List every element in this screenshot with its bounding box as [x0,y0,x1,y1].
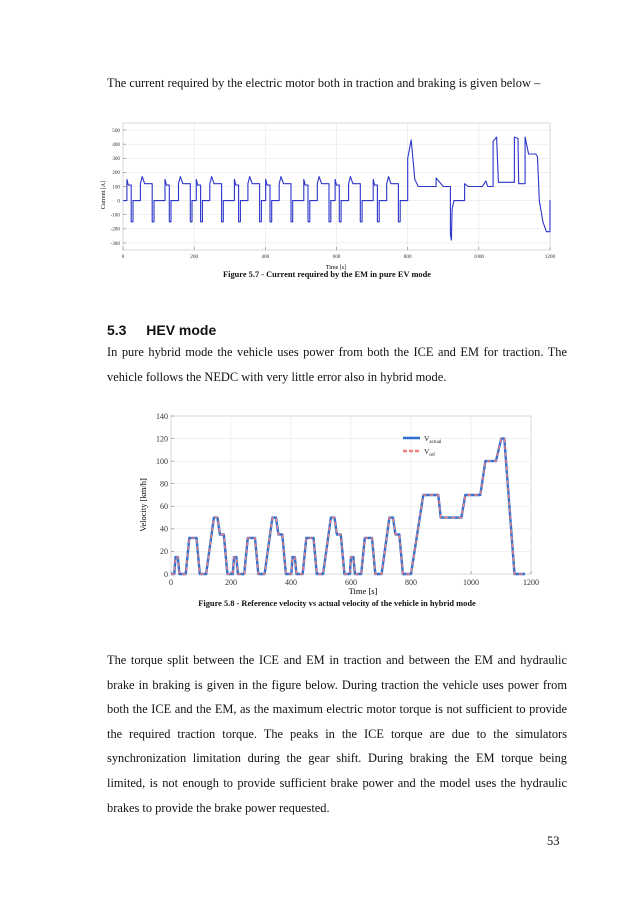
figure-5-8-velocity-chart [130,408,540,598]
x-tick-label: 200 [190,254,199,261]
page-number: 53 [547,834,560,848]
y-tick-label: -100 [110,212,120,219]
y-tick-label: 100 [156,456,168,466]
hev-mode-paragraph: In pure hybrid mode the vehicle uses power from both the ICE and EM for traction. The vehicle follows the NEDC with very little error also in hybrid mode. [107,345,567,384]
y-tick-label: -300 [110,240,120,247]
intro-paragraph: The current required by the electric motor both in traction and braking is given below – [107,76,541,90]
y-tick-label: 20 [160,547,168,557]
x-tick-label: 1000 [463,578,480,587]
legend-label-sub: actual [429,440,442,445]
legend-label-sub: ref [429,453,435,458]
y-tick-label: 60 [160,502,168,512]
figure-5-7-caption: Figure 5.7 - Current required by the EM in pure EV mode [223,270,431,279]
x-tick-label: 800 [403,254,412,261]
y-tick-label: 80 [160,479,168,489]
y-tick-label: 120 [156,434,168,444]
y-tick-label: 500 [112,127,120,134]
x-tick-label: 400 [285,578,298,587]
x-axis-label: Time [s] [348,586,378,596]
x-tick-label: 0 [121,254,125,261]
legend-label-main: V [424,434,430,443]
section-heading [107,322,216,338]
x-tick-label: 400 [261,254,270,261]
y-tick-label: 400 [112,141,120,148]
y-tick-label: 40 [160,524,168,534]
section-title: HEV mode [146,322,217,338]
section-number: 5.3 [107,322,127,338]
y-tick-label: 0 [117,198,120,205]
x-tick-label: 1200 [523,578,540,587]
x-tick-label: 600 [345,578,358,587]
x-tick-label: 600 [332,254,341,261]
y-tick-label: 0 [164,569,168,579]
x-tick-label: 1200 [544,254,556,261]
x-tick-label: 800 [405,578,418,587]
y-tick-label: -200 [110,226,120,233]
legend-label-main: V [424,447,430,456]
torque-split-paragraph: The torque split between the ICE and EM in traction and between the EM and hydraulic brake in braking is given in the figure below. During traction the vehicle uses power from both the ICE and the EM, as the maximum electric motor torque is not sufficient to provide the required traction torque. The peaks in the ICE torque are due to the simulators synchronization limitation during the gear shift. During braking the EM torque being limited, is not enough to provide sufficient brake power and the model uses the hydraulic brakes to provide the brake power requested. [107,653,567,815]
y-axis-label: Current [A] [101,180,107,210]
figure-5-8-caption: Figure 5.8 - Reference velocity vs actual velocity of the vehicle in hybrid mode [198,599,476,608]
figure-5-7-current-chart [88,112,558,274]
y-tick-label: 200 [112,170,120,177]
x-axis-label: Time [s] [325,265,347,271]
y-tick-label: 100 [112,184,120,191]
y-axis-label: Velocity [km/h] [138,478,148,532]
y-tick-label: 140 [156,411,168,421]
x-tick-label: 200 [225,578,238,587]
x-tick-label: 1000 [473,254,485,261]
y-tick-label: 300 [112,156,120,163]
x-tick-label: 0 [169,578,173,587]
